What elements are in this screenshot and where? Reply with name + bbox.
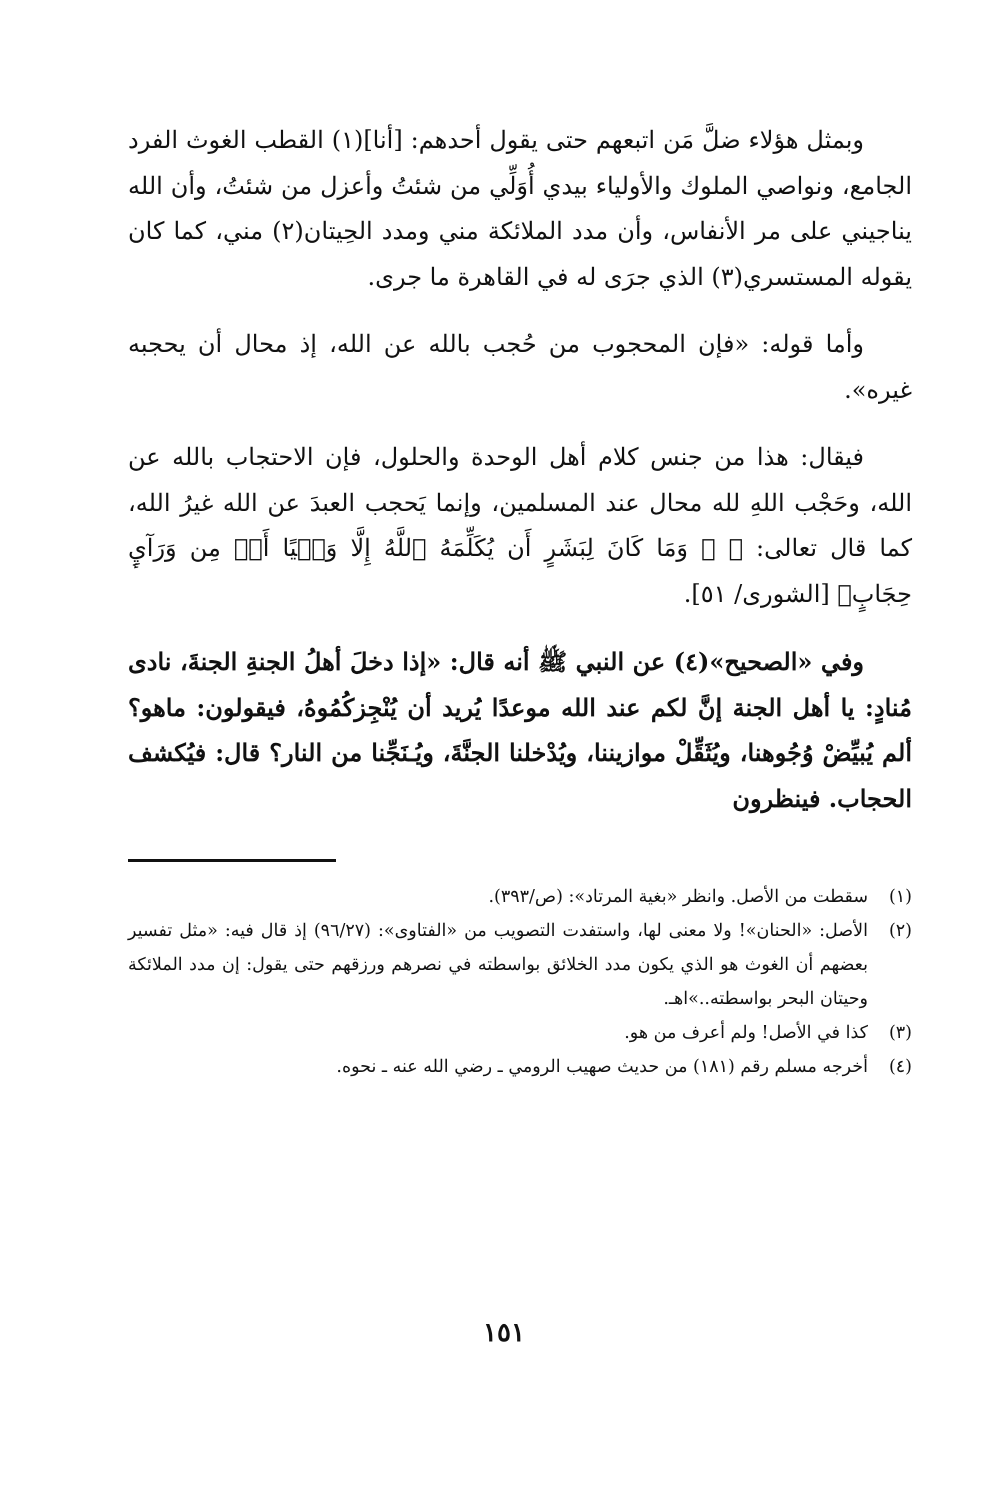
paragraph-3: فيقال: هذا من جنس كلام أهل الوحدة والحلول، فإن الاحتجاب بالله عن الله، وحَجْب اللهِ لله محال عند المسلمين، وإنما يَحجب العبدَ عن الله غيرُ الله، كما قال تعالى: ﴿ ۞ وَمَا كَانَ لِبَشَرٍ أَن يُكَلِّمَهُ ٱللَّهُ إِلَّا وَحۡيًا أَوۡ مِن وَرَآيِٕ حِجَابٍ﴾ [الشورى/ ٥١]. xyxy=(128,443,912,608)
footnote-2 xyxy=(128,914,912,1016)
footnote-3 xyxy=(128,1016,912,1050)
page-body xyxy=(128,118,912,1084)
paragraph-1: وبمثل هؤلاء ضلَّ مَن اتبعهم حتى يقول أحدهم: [أنا](١) القطب الغوث الفرد الجامع، ونواصي الملوك والأولياء بيدي أُوَلِّي من شئتُ وأعزل من شئتُ، وأن الله يناجيني على مر الأنفاس، وأن مدد الملائكة مني ومدد الحِيتان(٢) مني، كما كان يقوله المستسري(٣) الذي جرَى له في القاهرة ما جرى. xyxy=(128,126,912,291)
footnote-separator xyxy=(128,859,912,862)
footnote-number: (٢) xyxy=(888,921,912,941)
paragraph-2: وأما قوله: «فإن المحجوب من حُجب بالله عن الله، إذ محال أن يحجبه غيره». xyxy=(128,330,912,404)
footnote-text: الأصل: «الحنان»! ولا معنى لها، واستفدت التصويب من «الفتاوى»: (٩٦/٢٧) إذ قال فيه: «مثل تفسير بعضهم أن الغوث هو الذي يكون مدد الخلائق بواسطته في نصرهم ورزقهم حتى يقول: إن مدد الملائكة وحيتان البحر بواسطته..»اهـ. xyxy=(128,921,868,1009)
footnote-1 xyxy=(128,880,912,914)
footnote-text: سقطت من الأصل. وانظر «بغية المرتاد»: (ص/٣٩٣). xyxy=(488,887,868,907)
page-number: ١٥١ xyxy=(483,1318,525,1348)
footnote-text: أخرجه مسلم رقم (١٨١) من حديث صهيب الرومي ـ رضي الله عنه ـ نحوه. xyxy=(336,1057,868,1077)
footnote-number: (٤) xyxy=(888,1057,912,1077)
paragraph-4: وفي «الصحيح»(٤) عن النبي ﷺ أنه قال: «إذا دخلَ أهلُ الجنةِ الجنةَ، نادى مُنادٍ: يا أهل الجنة إنَّ لكم عند الله موعدًا يُريد أن يُنْجِزكُمُوهُ، فيقولون: ماهو؟ ألم يُبيِّضْ وُجُوهنا، ويُثَقِّلْ موازيننا، ويُدْخلنا الجنَّةَ، ويُـنَجِّنا من النار؟ قال: فيُكشف الحجاب. فينظرون xyxy=(128,647,913,813)
footnotes-list xyxy=(128,880,912,1084)
footnote-number: (٣) xyxy=(888,1023,912,1043)
footnote-number: (١) xyxy=(888,887,912,907)
footnote-text: كذا في الأصل! ولم أعرف من هو. xyxy=(624,1023,868,1043)
footnote-4 xyxy=(128,1050,912,1084)
separator-line xyxy=(128,859,336,862)
